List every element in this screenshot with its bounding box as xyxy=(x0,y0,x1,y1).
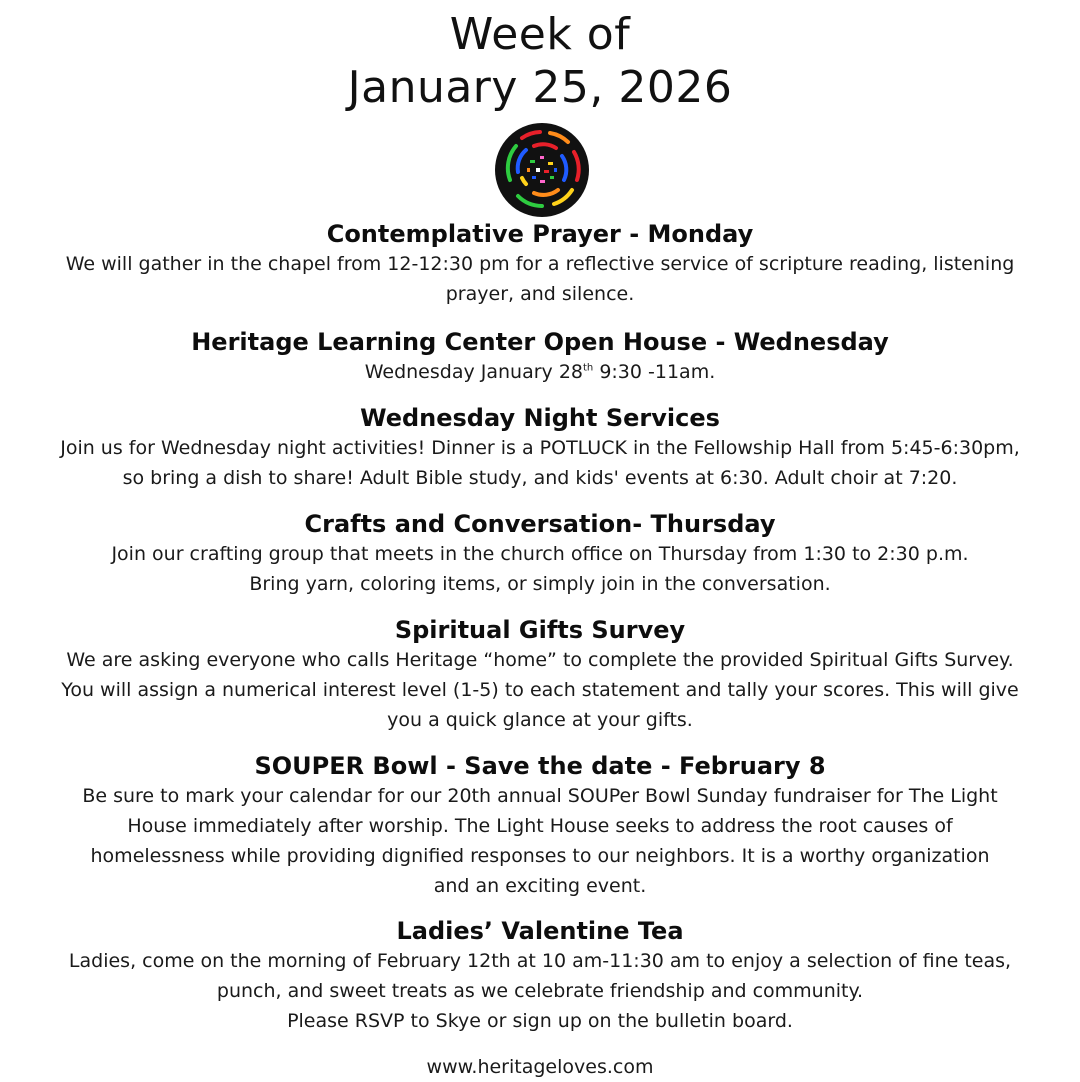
section-heading: SOUPER Bowl - Save the date - February 8 xyxy=(254,752,826,780)
body-line: you a quick glance at your gifts. xyxy=(387,709,693,731)
body-line-date xyxy=(4,357,1076,387)
body-line: and an exciting event. xyxy=(433,875,647,897)
section-ladies-valentine-tea xyxy=(0,916,1080,1036)
title-line-date: January 25, 2026 xyxy=(347,62,733,113)
body-line: punch, and sweet treats as we celebrate friendship and community. xyxy=(216,980,864,1002)
section-crafts-and-conversation xyxy=(0,509,1080,599)
section-body xyxy=(0,249,1080,309)
section-heading: Heritage Learning Center Open House - Wednesday xyxy=(191,328,889,356)
section-body xyxy=(0,645,1080,735)
body-line: Ladies, come on the morning of February 12th at 10 am-11:30 am to enjoy a selection of fine teas, xyxy=(68,950,1012,972)
stained-glass-circle-icon xyxy=(494,122,590,218)
section-learning-center-open-house xyxy=(0,327,1080,387)
body-line: We are asking everyone who calls Heritage “home” to complete the provided Spiritual Gifts Survey. xyxy=(66,649,1014,671)
section-heading: Wednesday Night Services xyxy=(360,404,720,432)
date-ordinal: th xyxy=(583,362,594,374)
section-body xyxy=(0,781,1080,901)
title-line-week: Week of xyxy=(449,9,631,60)
section-souper-bowl xyxy=(0,751,1080,901)
section-spiritual-gifts-survey xyxy=(0,615,1080,735)
section-heading: Ladies’ Valentine Tea xyxy=(396,917,684,945)
section-heading: Crafts and Conversation- Thursday xyxy=(304,510,776,538)
section-wednesday-night-services xyxy=(0,403,1080,493)
section-body xyxy=(0,946,1080,1036)
body-line: Be sure to mark your calendar for our 20th annual SOUPer Bowl Sunday fundraiser for The Light xyxy=(82,785,998,807)
section-body xyxy=(0,539,1080,599)
section-body xyxy=(0,357,1080,387)
date-text: Wednesday January 28 xyxy=(364,361,584,383)
body-line: Join our crafting group that meets in the church office on Thursday from 1:30 to 2:30 p.m. xyxy=(111,543,969,565)
body-line: prayer, and silence. xyxy=(445,283,635,305)
time-text: 9:30 -11am. xyxy=(593,361,716,383)
body-line: House immediately after worship. The Light House seeks to address the root causes of xyxy=(127,815,953,837)
body-line: Please RSVP to Skye or sign up on the bulletin board. xyxy=(287,1010,793,1032)
body-line: You will assign a numerical interest level (1-5) to each statement and tally your scores. This will give xyxy=(61,679,1019,701)
section-body xyxy=(0,433,1080,493)
body-line: so bring a dish to share! Adult Bible study, and kids' events at 6:30. Adult choir at 7:20. xyxy=(122,467,958,489)
body-line: We will gather in the chapel from 12-12:30 pm for a reflective service of scripture reading, listening xyxy=(65,253,1015,275)
section-heading: Contemplative Prayer - Monday xyxy=(326,220,754,248)
body-line: Join us for Wednesday night activities! Dinner is a POTLUCK in the Fellowship Hall from 5:45-6:30pm, xyxy=(60,437,1020,459)
section-contemplative-prayer xyxy=(0,219,1080,309)
website-link[interactable]: www.heritageloves.com xyxy=(426,1056,654,1078)
section-heading: Spiritual Gifts Survey xyxy=(394,616,686,644)
body-line: homelessness while providing dignified responses to our neighbors. It is a worthy organization xyxy=(90,845,990,867)
body-line: Bring yarn, coloring items, or simply join in the conversation. xyxy=(249,573,831,595)
page-title xyxy=(0,8,1080,114)
